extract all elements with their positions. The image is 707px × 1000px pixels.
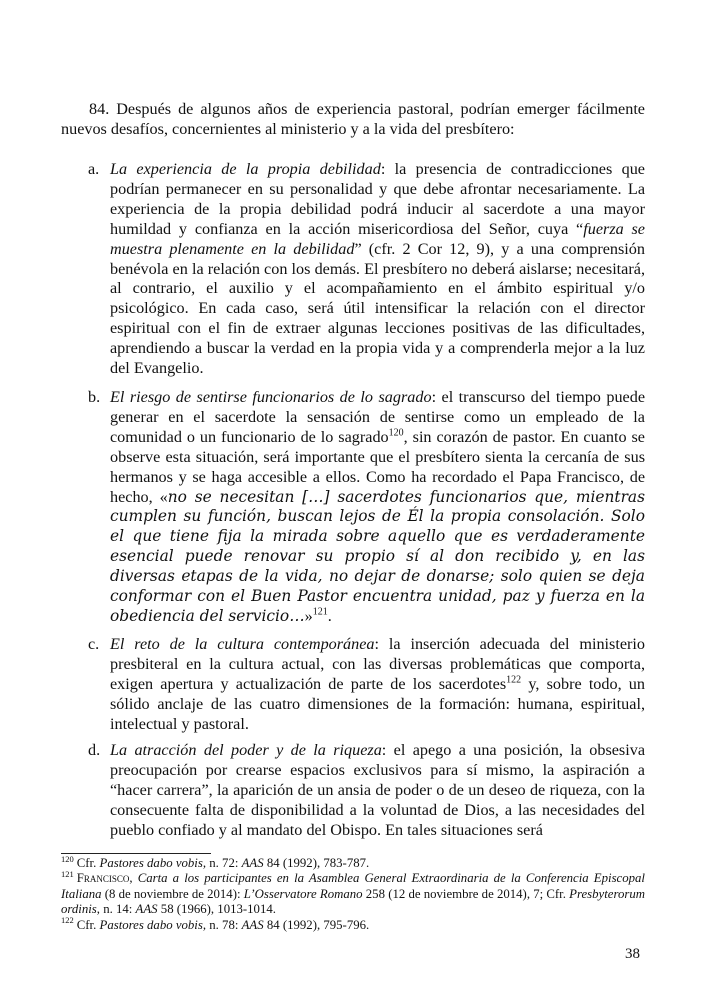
footnote-journal: AAS [135,902,158,917]
footnote-text: , [129,871,138,886]
footnote-text: 58 (1966), 1013-1014. [157,902,276,917]
footnote-text: n. 78: [206,917,242,932]
item-title: El riesgo de sentirse funcionarios de lo sagrado [110,388,432,406]
list-item-c [88,635,646,735]
item-text: y, sobre todo, un sólido anclaje de las cuatro dimensiones de la formación: humana, espiritual, intelectual y pastoral. [110,674,645,733]
footnote-text: , n. 14: [96,902,136,917]
item-title: La atracción del poder y de la riqueza [110,741,382,759]
footnote-journal: AAS [241,856,264,870]
footnote-text: 84 (1992), 783-787. [263,856,370,870]
footnote-number: 121 [61,869,74,880]
list-item-a [88,160,645,379]
footnote-122 [61,915,645,933]
footnote-120 [61,853,645,871]
item-text: . [327,606,332,625]
page-number: 38 [625,946,640,962]
item-text: : el apego a una posición, la obsesiva preocupación por crearse espacios exclusivos para sí mismo, la aspiración a “hacer carrera”, la aparición de un ansia de poder o de un deseo de riqueza, con la consecuente falta de disponibilidad a la voluntad de Dios, a las necesidades del pueblo confiado y al mandato del Obispo. En tales situaciones será [110,741,646,839]
footnotes [61,853,645,933]
footnote-ref[interactable]: 122 [506,674,522,686]
footnote-number: 122 [61,915,74,926]
list-marker: c. [88,635,100,653]
item-text: » [304,606,313,625]
footnote-text: Cfr. [76,856,100,870]
item-text: : el transcurso del tiempo puede generar en el sacerdote la sensación de sentirse como un empleado de la comunidad o un funcionario de lo sagrado [110,388,646,446]
footnote-source: Pastores dabo vobis, [99,856,207,870]
list-item-b [88,388,646,627]
item-text: : la inserción adecuada del ministerio presbiteral en la cultura actual, con las diversas problemáticas que comporta, exigen apertura y actualización de parte de los sacerdotes [110,635,646,693]
item-title: El reto de la cultura contemporánea [110,635,375,653]
footnote-ref[interactable]: 121 [312,606,328,618]
footnote-text: (8 de noviembre de 2014): [101,886,244,901]
footnote-text: 258 (12 de noviembre de 2014), 7; Cfr. [362,886,570,901]
list-marker: a. [88,160,100,178]
footnote-source: Pastores dabo vobis, [99,917,207,932]
item-text: , sin corazón de pastor. En cuanto se observe esta situación, será importante que el presbítero sienta la cercanía de sus hermanos y se haga accesible a ellos. Como ha recordado el Papa Francisco, de hecho, « [110,427,645,506]
list-item-d [88,741,646,841]
footnote-paper: L’Osservatore Romano [243,886,363,901]
footnote-divider [61,853,211,854]
item-text: ” (cfr. 2 Cor 12, 9), y a una comprensión benévola en la relación con los demás. El presbítero no deberá aislarse; necesitará, al contrario, el auxilio y el acompañamiento en el ámbito espiritual y/o psicológico. En cada caso, será útil intensificar la relación con el director espiritual con el fin de extraer algunas lecciones positivas de las dificultades, aprendiendo a buscar la verdad en la propia vida y a comprenderla mejor a la luz del Evangelio. [110,239,645,378]
footnote-title: Carta a los participantes en la Asamblea General Extraordinaria de la Conferencia Episcopal Italiana [61,871,645,901]
item-quote: fuerza se muestra plenamente en la debilidad [110,219,645,258]
list-marker: b. [88,388,101,406]
footnote-journal: AAS [241,917,264,932]
item-text: : la presencia de contradicciones que podrían permanecer en su personalidad y que debe afrontar necesariamente. La experiencia de la propia debilidad podrá inducir al sacerdote a una mayor humildad y confianza en la acción misericordiosa del Señor, cuya “ [110,160,645,238]
footnote-author: Francisco [76,871,130,886]
item-quote: no se necesitan […] sacerdotes funcionarios que, mientras cumplen su función, buscan lejos de Él la propia consolación. Solo el que tiene fija la mirada sobre aquello que es verdaderamente esencial puede renovar su propio sí al don recibido y, en las diversas etapas de la vida, no dejar de donarse; solo quien se deja conformar con el Buen Pastor encuentra unidad, paz y fuerza en la obediencia del servicio… [110,487,645,625]
item-title: La experiencia de la propia debilidad [110,160,381,178]
footnote-ref[interactable]: 120 [388,427,404,439]
footnote-number: 120 [61,853,74,864]
footnote-text: Cfr. [76,917,100,932]
footnote-source: Presbyterorum ordinis [61,886,645,917]
intro-paragraph: 84. Después de algunos años de experiencia pastoral, podrían emerger fácilmente nuevos desafíos, concernientes al ministerio y a la vida del presbítero: [61,100,645,138]
footnote-121 [61,871,645,917]
list-marker: d. [88,741,101,759]
footnote-text: 84 (1992), 795-796. [263,917,370,932]
footnote-text: n. 72: [206,856,242,870]
